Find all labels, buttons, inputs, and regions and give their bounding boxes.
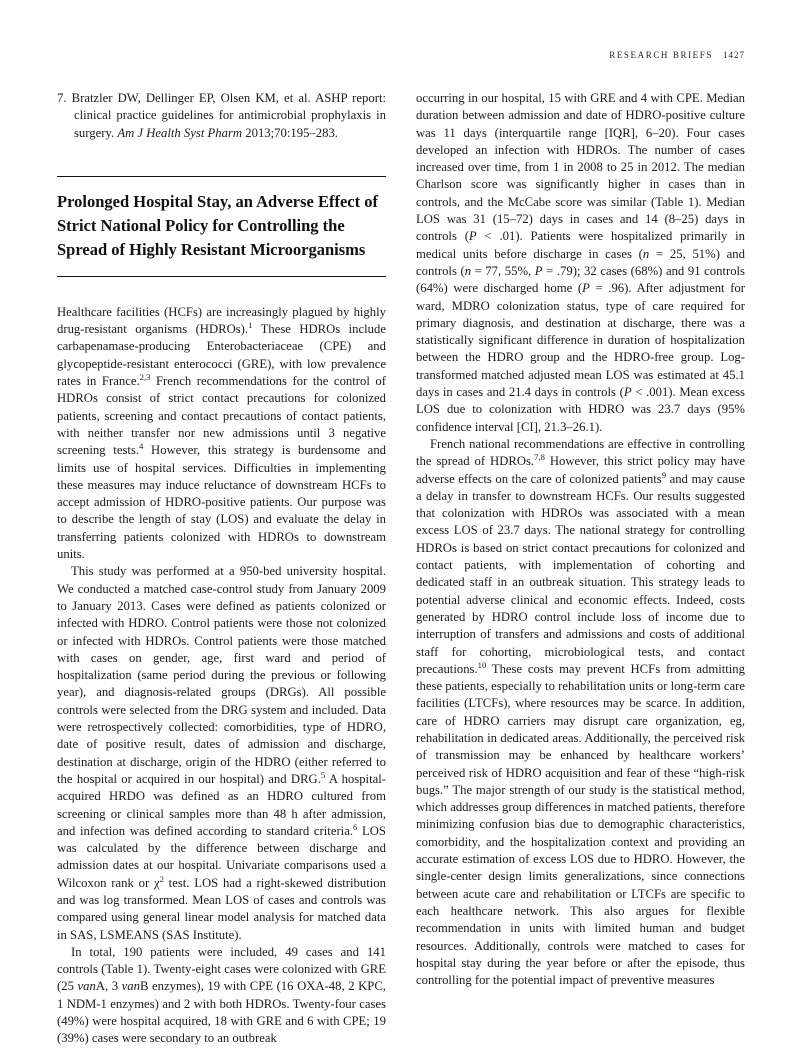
article-body <box>57 90 745 1048</box>
title-block <box>57 176 386 277</box>
right-column <box>416 90 745 1048</box>
reference-item <box>57 90 386 142</box>
article-title: Prolonged Hospital Stay, an Adverse Effect of Strict National Policy for Controlling the Spread of Highly Resistant Microorganisms <box>57 191 378 259</box>
paragraph-discussion: French national recommendations are effective in controlling the spread of HDROs.$^{7,8}$ However, this strict policy may have adverse effects on the care of colonized patients$^9$ and may cause a delay in transfer to downstream HCFs. Our results suggested that colonization with HDROs was associated with a mean excess LOS of 23.7 days. The national strategy for controlling HDROs is based on strict contact precautions for colonized and contact patients, with implementation of cohorting and dedicated staff in an outbreak situation. This strategy leads to potential adverse clinical and economic effects. Indeed, costs generated by HDRO control include loss of income due to interruption of transfers and admissions and costs of additional staff for cohorting, microbiological tests, and contact precautions.$^{10}$ These costs may prevent HCFs from admitting these patients, especially to rehabilitation units or long-term care facilities (LTCFs), where resources may be scarce. In addition, care of HDRO carriers may disrupt care organization, eg, rehabilitation in dedicated areas. Additionally, the perceived risk of transmission may be enhanced by healthcare workers’ perceived risk of HDRO acquisition and fear of these “high-risk bugs.” The major strength of our study is the statistical method, which addresses group differences in matched patients, therefore minimizing confusion bias due to demographic characteristics, comorbidity, and the hospitalization context and providing an accurate estimation of excess LOS due to HDRO. However, the single-center design limits generalizations, since connections between acute care and rehabilitation or LTCFs are specific to each healthcare network. This also argues for flexible recommendation in units with limited human and budget resources. Additionally, controls were matched to cases for hospital stay during the year before or after the episode, thus controlling for the potential impact of preventive measures <box>416 436 745 988</box>
reference-number: 7. <box>57 91 67 105</box>
section-label: RESEARCH BRIEFS <box>609 50 713 60</box>
running-head <box>57 50 745 60</box>
page-number: 1427 <box>723 50 745 60</box>
paragraph-methods: This study was performed at a 950-bed university hospital. We conducted a matched case-control study from January 2009 to January 2013. Cases were defined as patients colonized or infected with HDRO. Control patients were those not colonized or infected with HDROs. Control patients were those matched with cases on gender, age, first ward and period of hospitalization (same period during the previous or following year), and diagnosis-related groups (DRGs). All possible controls were selected from the DRG system and included. Data were retrospectively collected: comorbidities, type of HDRO, date of positive result, dates of admission and discharge, destination at discharge, origin of the HDRO (either referred to the hospital or acquired in our hospital) and DRG.$^5$ A hospital-acquired HRDO was defined as an HDRO cultured from screening or clinical samples more than 48 h after admission, and infection was defined according to standard criteria.$^6$ LOS was calculated by the difference between discharge and admission dates at our hospital. Univariate comparisons used a Wilcoxon rank or $\chi^2$ test. LOS had a right-skewed distribution and was log transformed. Mean LOS of cases and controls was compared using general linear model analysis for matched data in SAS, LSMEANS (SAS Institute). <box>57 564 386 942</box>
paragraph-intro: Healthcare facilities (HCFs) are increasingly plagued by highly drug-resistant organisms (HDROs).$^1$ These HDROs include carbapenamase-producing Enterobacteriaceae (CPE) and glycopeptide-resistant enterococci (GRE), with low prevalence rates in France.$^{2,3}$ French recommendations for the control of HDROs consist of strict contact precautions for colonized patients, screening and contact precautions of contact patients, with neither transfer nor new admissions until 3 negative screening tests.$^4$ However, this strategy is burdensome and limits use of hospital services. Difficulties in implementing these measures may induce reluctance of downstream HCFs to accept admission of HDRO-positive patients. Our purpose was to describe the length of stay (LOS) and evaluate the delay in transferring patients colonized with HDROs to downstream units. <box>57 304 387 562</box>
left-column <box>57 90 386 1048</box>
paragraph-results-start: In total, 190 patients were included, 49 cases and 141 controls (Table 1). Twenty-eight cases were colonized with GRE (25 vanA, 3 vanB enzymes), 19 with CPE (16 OXA-48, 2 KPC, 1 NDM-1 enzymes) and 2 with both HDROs. Twenty-four cases (49%) were hospital acquired, 18 with GRE and 6 with CPE; 19 (39%) cases were secondary to an outbreak <box>57 944 386 1046</box>
reference-text: Bratzler DW, Dellinger EP, Olsen KM, et al. ASHP report: clinical practice guidelines for antimicrobial prophylaxis in surgery. Am J Health Syst Pharm 2013;70:195–283. <box>71 91 386 140</box>
paragraph-results-continued: occurring in our hospital, 15 with GRE and 4 with CPE. Median duration between admission and date of HDRO-positive culture was 11 days (interquartile range [IQR], 6–20). Four cases developed an infection with HDROs. The number of cases increased over time, from 1 in 2008 to 25 in 2012. The median Charlson score was significantly higher in cases than in controls, and the McCabe score was similar (Table 1). Median LOS was 31 (15–72) days in cases and 14 (8–25) days in controls (P < .01). Patients were hospitalized primarily in medical units before discharge in cases (n = 25, 51%) and controls (n = 77, 55%, P = .79); 32 cases (68%) and 91 controls (64%) were discharged home (P = .96). After adjustment for ward, MDRO colonization status, type of care required for primary diagnosis, and destination at discharge, there was a statistically significant difference in duration of hospitalization between the HDRO group and the HDRO-free group. Log-transformed matched adjusted mean LOS was estimated at 45.1 days in cases and 21.4 days in controls (P < .001). Mean excess LOS due to colonization with HDRO was 23.7 days (95% confidence interval [CI], 21.3–26.1). <box>416 91 746 434</box>
